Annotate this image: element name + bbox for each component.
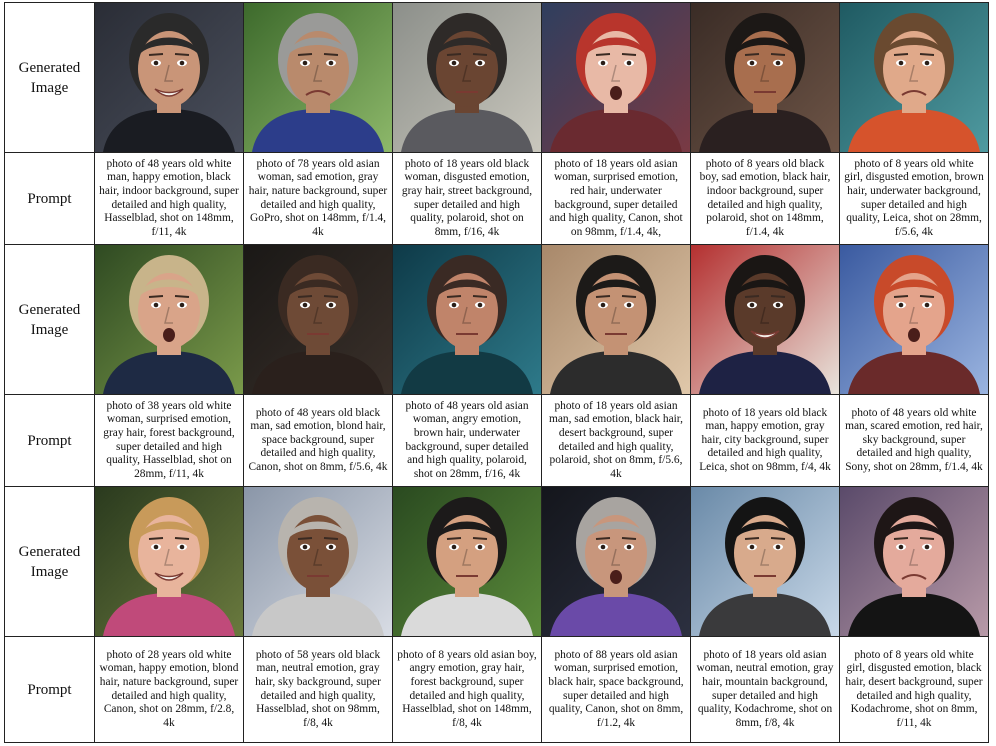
generated-image — [691, 487, 840, 637]
prompt-text: photo of 78 years old asian woman, sad emotion, gray hair, nature background, super detailed and high quality, GoPro, shot on 148mm, f/1.4, 4k — [244, 153, 393, 245]
row-label-generated-image: Generated Image — [5, 3, 95, 153]
prompt-text: photo of 8 years old asian boy, angry emotion, gray hair, forest background, super detailed and high quality, Hasselblad, shot on 148mm, f/8, 4k — [393, 637, 542, 743]
portrait-illustration — [393, 3, 541, 152]
portrait-illustration — [95, 245, 243, 394]
generated-image — [542, 245, 691, 395]
portrait-illustration — [840, 245, 988, 394]
prompt-text: photo of 18 years old black woman, disgusted emotion, gray hair, street background, super detailed and high quality, polaroid, shot on 8mm, f/16, 4k — [393, 153, 542, 245]
portrait-illustration — [95, 487, 243, 636]
generated-image — [95, 487, 244, 637]
prompt-text: photo of 48 years old asian woman, angry emotion, brown hair, underwater background, super detailed and high quality, polaroid, shot on 28mm, f/16, 4k — [393, 395, 542, 487]
portrait-illustration — [691, 245, 839, 394]
row-label-prompt: Prompt — [5, 153, 95, 245]
prompt-text: photo of 18 years old black man, happy emotion, gray hair, city background, super detailed and high quality, Leica, shot on 98mm, f/4, 4k — [691, 395, 840, 487]
generated-image — [393, 487, 542, 637]
generated-image — [840, 245, 989, 395]
prompt-text: photo of 38 years old white woman, surprised emotion, gray hair, forest background, super detailed and high quality, Hasselblad, shot on 28mm, f/11, 4k — [95, 395, 244, 487]
portrait-illustration — [95, 3, 243, 152]
prompt-text: photo of 8 years old white girl, disgusted emotion, brown hair, underwater background, super detailed and high quality, Leica, shot on 28mm, f/5.6, 4k — [840, 153, 989, 245]
portrait-illustration — [542, 3, 690, 152]
row-label-prompt: Prompt — [5, 637, 95, 743]
prompt-text: photo of 58 years old black man, neutral emotion, gray hair, sky background, super detailed and high quality, Hasselblad, shot on 98mm, f/8, 4k — [244, 637, 393, 743]
row-label-generated-image: Generated Image — [5, 245, 95, 395]
prompt-text: photo of 48 years old white man, scared emotion, red hair, sky background, super detailed and high quality, Sony, shot on 28mm, f/1.4, 4k — [840, 395, 989, 487]
generated-image — [393, 245, 542, 395]
prompt-text: photo of 8 years old white girl, disgusted emotion, black hair, desert background, super detailed and high quality, Kodachrome, shot on 8mm, f/11, 4k — [840, 637, 989, 743]
mouth — [908, 328, 920, 342]
row-label-prompt: Prompt — [5, 395, 95, 487]
generated-image — [542, 487, 691, 637]
portrait-illustration — [244, 3, 392, 152]
generated-image — [393, 3, 542, 153]
portrait-illustration — [542, 487, 690, 636]
figure-grid — [4, 2, 989, 743]
row-label-generated-image: Generated Image — [5, 487, 95, 637]
prompt-text: photo of 48 years old white man, happy emotion, black hair, indoor background, super detailed and high quality, Hasselblad, shot on 148mm, f/11, 4k — [95, 153, 244, 245]
portrait-illustration — [244, 487, 392, 636]
generated-image — [244, 3, 393, 153]
generated-image — [691, 245, 840, 395]
prompt-text: photo of 8 years old black boy, sad emotion, black hair, indoor background, super detailed and high quality, polaroid, shot on 148mm, f/1.4, 4k — [691, 153, 840, 245]
prompt-text: photo of 48 years old black man, sad emotion, blond hair, space background, super detailed and high quality, Canon, shot on 8mm, f/5.6, 4k — [244, 395, 393, 487]
prompt-text: photo of 18 years old asian man, sad emotion, black hair, desert background, super detailed and high quality, polaroid, shot on 8mm, f/5.6, 4k — [542, 395, 691, 487]
portrait-illustration — [542, 245, 690, 394]
portrait-illustration — [393, 487, 541, 636]
generated-image — [840, 3, 989, 153]
generated-image — [95, 3, 244, 153]
portrait-illustration — [840, 3, 988, 152]
portrait-illustration — [244, 245, 392, 394]
portrait-illustration — [840, 487, 988, 636]
generated-image — [244, 245, 393, 395]
generated-image — [691, 3, 840, 153]
mouth — [163, 328, 175, 342]
prompt-text: photo of 88 years old asian woman, surprised emotion, black hair, space background, super detailed and high quality, Canon, shot on 8mm, f/1.2, 4k — [542, 637, 691, 743]
generated-image — [244, 487, 393, 637]
portrait-illustration — [393, 245, 541, 394]
generated-image — [542, 3, 691, 153]
generated-image — [95, 245, 244, 395]
prompt-text: photo of 28 years old white woman, happy emotion, blond hair, nature background, super detailed and high quality, Canon, shot on 28mm, f/2.8, 4k — [95, 637, 244, 743]
prompt-text: photo of 18 years old asian woman, surprised emotion, red hair, underwater background, super detailed and high quality, Canon, shot on 98mm, f/1.4, 4k, — [542, 153, 691, 245]
mouth — [610, 570, 622, 584]
generated-image — [840, 487, 989, 637]
portrait-illustration — [691, 3, 839, 152]
portrait-illustration — [691, 487, 839, 636]
mouth — [610, 86, 622, 100]
prompt-text: photo of 18 years old asian woman, neutral emotion, gray hair, mountain background, super detailed and high quality, Kodachrome, shot on 8mm, f/8, 4k — [691, 637, 840, 743]
